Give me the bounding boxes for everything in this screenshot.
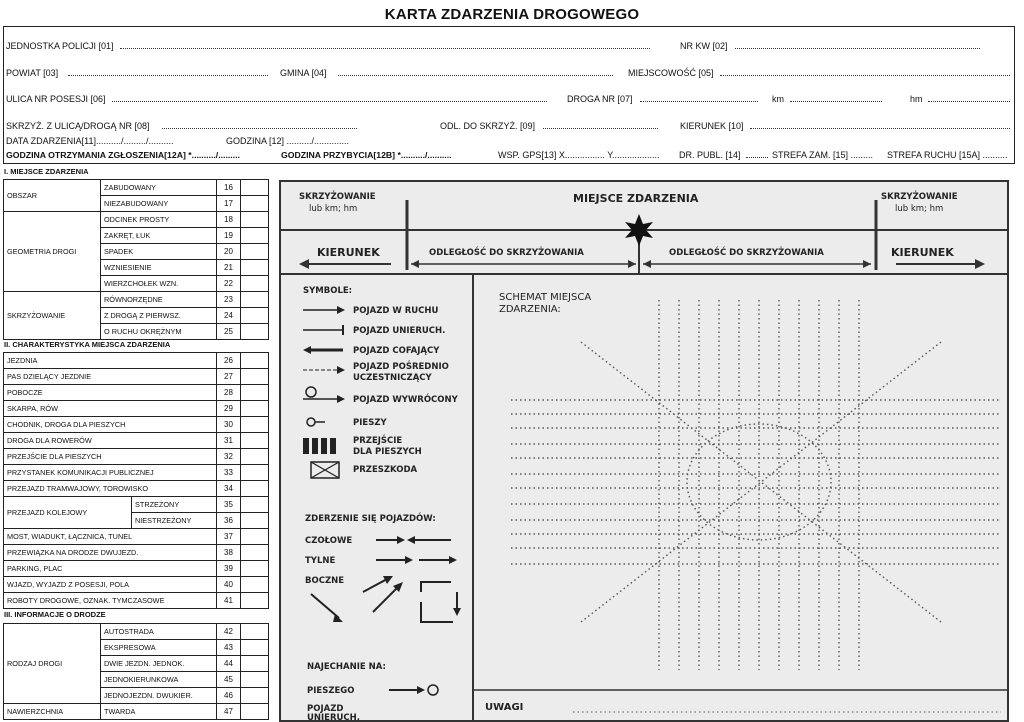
option-label: ROBOTY DROGOWE, OZNAK. TYMCZASOWE (4, 593, 217, 609)
drpubl-label: DR. PUBL. [14] (679, 150, 741, 160)
option-code: 46 (217, 688, 241, 704)
checkbox-cell[interactable] (241, 212, 269, 228)
najechanie-label: NAJECHANIE NA: (307, 662, 386, 672)
nrkw-field[interactable] (735, 41, 980, 49)
legend-item: POJAZD W RUCHU (353, 306, 439, 316)
powiat-label: POWIAT [03] (6, 68, 59, 78)
accident-diagram (279, 180, 1009, 722)
checkbox-cell[interactable] (241, 640, 269, 656)
zderzenie-label: ZDERZENIE SIĘ POJAZDÓW: (305, 514, 436, 524)
legend-item: DLA PIESZYCH (353, 447, 422, 457)
godzina-label[interactable]: GODZINA [12] ........../.............. (226, 136, 350, 146)
option-code: 23 (217, 292, 241, 308)
jednostka-label: JEDNOSTKA POLICJI [01] (6, 41, 114, 51)
pojazd-unieruch-label: POJAZD (307, 704, 344, 714)
option-code: 47 (217, 704, 241, 720)
option-code: 18 (217, 212, 241, 228)
checkbox-cell[interactable] (241, 481, 269, 497)
checkbox-cell[interactable] (241, 529, 269, 545)
legend-item: POJAZD POŚREDNIO (353, 362, 449, 372)
checkbox-cell[interactable] (241, 465, 269, 481)
option-code: 25 (217, 324, 241, 340)
gmina-label: GMINA [04] (280, 68, 327, 78)
jednostka-field[interactable] (120, 41, 650, 49)
schemat-label: SCHEMAT MIEJSCA (499, 292, 592, 303)
km-label: km (772, 94, 784, 104)
skrzyzowanie-label: SKRZYŻOWANIE (4, 292, 101, 340)
legend-item: POJAZD UNIERUCH. (353, 326, 446, 336)
nawierzchnia-label: NAWIERZCHNIA (4, 704, 101, 720)
checkbox-cell[interactable] (241, 513, 269, 529)
option-label: AUTOSTRADA (101, 624, 217, 640)
option-label: ODCINEK PROSTY (101, 212, 217, 228)
option-code: 34 (217, 481, 241, 497)
km-field[interactable] (790, 94, 882, 102)
checkbox-cell[interactable] (241, 308, 269, 324)
option-label: WIERZCHOŁEK WZN. (101, 276, 217, 292)
uwagi-field[interactable] (525, 696, 1001, 718)
legend-item: POJAZD WYWRÓCONY (353, 395, 458, 405)
option-label: MOST, WIADUKT, ŁĄCZNICA, TUNEL (4, 529, 217, 545)
skrzyz-field[interactable] (162, 121, 357, 129)
checkbox-cell[interactable] (241, 276, 269, 292)
option-label: WZNIESIENIE (101, 260, 217, 276)
option-label: NIEZABUDOWANY (101, 196, 217, 212)
option-label: PARKING, PLAC (4, 561, 217, 577)
checkbox-cell[interactable] (241, 688, 269, 704)
checkbox-cell[interactable] (241, 433, 269, 449)
option-code: 17 (217, 196, 241, 212)
skrzyz-label: SKRZYŻ. Z ULICĄ/DROGĄ NR [08] (6, 121, 150, 131)
option-code: 38 (217, 545, 241, 561)
option-code: 24 (217, 308, 241, 324)
checkbox-cell[interactable] (241, 260, 269, 276)
option-label: WJAZD, WYJAZD Z POSESJI, POLA (4, 577, 217, 593)
option-label: JEDNOJEZDN. DWUKIER. (101, 688, 217, 704)
option-label: DROGA DLA ROWERÓW (4, 433, 217, 449)
odleglosc-left-label: ODLEGŁOŚĆ DO SKRZYŻOWANIA (429, 248, 584, 258)
option-code: 32 (217, 449, 241, 465)
section-3-title: III. INFORMACJE O DRODZE (4, 610, 106, 619)
godz-otrz-label[interactable]: GODZINA OTRZYMANIA ZGŁOSZENIA[12A] *........../......... (6, 150, 240, 160)
ulica-label: ULICA NR POSESJI [06] (6, 94, 106, 104)
option-code: 27 (217, 369, 241, 385)
legend-item: PRZEJŚCIE (353, 436, 403, 446)
option-code: 30 (217, 417, 241, 433)
option-label: Z DROGĄ Z PIERWSZ. (101, 308, 217, 324)
form-title: KARTA ZDARZENIA DROGOWEGO (384, 6, 640, 23)
kierunek-field[interactable] (750, 121, 1010, 129)
skrzyz-left-units: lub km; hm (309, 204, 358, 214)
kierunek-right-label: KIERUNEK (891, 246, 954, 259)
option-code: 26 (217, 353, 241, 369)
option-label: EKSPRESOWA (101, 640, 217, 656)
checkbox-cell[interactable] (241, 417, 269, 433)
hm-field[interactable] (928, 94, 1010, 102)
option-label: STRZEŻONY (132, 497, 217, 513)
checkbox-cell[interactable] (241, 369, 269, 385)
odl-field[interactable] (543, 121, 658, 129)
section-2-title: II. CHARAKTERYSTYKA MIEJSCA ZDARZENIA (4, 340, 171, 349)
checkbox-cell[interactable] (241, 656, 269, 672)
checkbox-cell[interactable] (241, 401, 269, 417)
option-label: POBOCZE (4, 385, 217, 401)
option-code: 29 (217, 401, 241, 417)
strefa-ruchu-label[interactable]: STREFA RUCHU [15A] .......... (887, 150, 1008, 160)
option-label: PAS DZIELĄCY JEZDNIE (4, 369, 217, 385)
option-code: 21 (217, 260, 241, 276)
kierunek-label: KIERUNEK [10] (680, 121, 744, 131)
checkbox-cell[interactable] (241, 196, 269, 212)
option-code: 36 (217, 513, 241, 529)
option-code: 22 (217, 276, 241, 292)
option-code: 40 (217, 577, 241, 593)
checkbox-cell[interactable] (241, 228, 269, 244)
option-label: SKARPA, RÓW (4, 401, 217, 417)
skrzyz-right-label: SKRZYŻOWANIE (881, 192, 958, 202)
kolej-label: PRZEJAZD KOLEJOWY (4, 497, 132, 529)
option-label: PRZYSTANEK KOMUNIKACJI PUBLICZNEJ (4, 465, 217, 481)
droga-label: DROGA NR [07] (567, 94, 633, 104)
uwagi-label: UWAGI (485, 702, 524, 713)
legend-item: POJAZD COFAJĄCY (353, 346, 440, 356)
option-code: 16 (217, 180, 241, 196)
option-label: DWIE JEZDN. JEDNOK. (101, 656, 217, 672)
option-code: 37 (217, 529, 241, 545)
option-label: ZABUDOWANY (101, 180, 217, 196)
section-3-table (3, 623, 269, 720)
section-2-table (3, 352, 269, 609)
option-label: CHODNIK, DROGA DLA PIESZYCH (4, 417, 217, 433)
checkbox-cell[interactable] (241, 180, 269, 196)
option-code: 28 (217, 385, 241, 401)
drpubl-field[interactable] (746, 150, 768, 158)
option-label: JEZDNIA (4, 353, 217, 369)
checkbox-cell[interactable] (241, 385, 269, 401)
checkbox-cell[interactable] (241, 561, 269, 577)
option-label: NIESTRZEŻONY (132, 513, 217, 529)
option-code: 43 (217, 640, 241, 656)
wsp-gps-label[interactable]: WSP. GPS[13] X................ Y................... (498, 150, 660, 160)
schemat-label-2: ZDARZENIA: (499, 304, 561, 315)
option-label: ZAKRĘT, ŁUK (101, 228, 217, 244)
checkbox-cell[interactable] (241, 624, 269, 640)
boczne-label: BOCZNE (305, 576, 345, 586)
ulica-field[interactable] (112, 94, 547, 102)
legend-item: PIESZY (353, 418, 387, 428)
section-1-title: I. MIEJSCE ZDARZENIA (4, 167, 89, 176)
option-label: PRZEWIĄZKA NA DRODZE DWUJEZD. (4, 545, 217, 561)
checkbox-cell[interactable] (241, 353, 269, 369)
option-code: 35 (217, 497, 241, 513)
pieszego-label: PIESZEGO (307, 686, 355, 696)
obszar-label: OBSZAR (4, 180, 101, 212)
checkbox-cell[interactable] (241, 672, 269, 688)
miejsce-zdarzenia-label: MIEJSCE ZDARZENIA (573, 192, 699, 205)
option-code: 31 (217, 433, 241, 449)
option-code: 20 (217, 244, 241, 260)
data-label[interactable]: DATA ZDARZENIA[11]........../........./.......... (6, 136, 174, 146)
geometria-label: GEOMETRIA DROGI (4, 212, 101, 292)
option-code: 19 (217, 228, 241, 244)
option-label: TWARDA (101, 704, 217, 720)
nrkw-label: NR KW [02] (680, 41, 728, 51)
checkbox-cell[interactable] (241, 449, 269, 465)
section-1-table (3, 179, 269, 340)
strefa-zam-label[interactable]: STREFA ZAM. [15] ......... (772, 150, 874, 160)
option-label: PRZEJAZD TRAMWAJOWY, TOROWISKO (4, 481, 217, 497)
option-code: 39 (217, 561, 241, 577)
option-code: 44 (217, 656, 241, 672)
skrzyz-left-label: SKRZYŻOWANIE (299, 192, 376, 202)
checkbox-cell[interactable] (241, 593, 269, 609)
checkbox-cell[interactable] (241, 292, 269, 308)
powiat-field[interactable] (68, 68, 268, 76)
skrzyz-right-units: lub km; hm (895, 204, 944, 214)
option-label: SPADEK (101, 244, 217, 260)
pojazd-unieruch-label-2: UNIERUCH. (307, 713, 361, 722)
odl-label: ODL. DO SKRZYŻ. [09] (440, 121, 536, 131)
option-code: 33 (217, 465, 241, 481)
kierunek-left-label: KIERUNEK (317, 246, 380, 259)
legend-item: UCZESTNICZĄCY (353, 373, 432, 383)
checkbox-cell[interactable] (241, 497, 269, 513)
option-label: RÓWNORZĘDNE (101, 292, 217, 308)
droga-field[interactable] (640, 94, 758, 102)
godz-przyb-label[interactable]: GODZINA PRZYBYCIA[12B] *........../.......... (281, 150, 452, 160)
option-code: 41 (217, 593, 241, 609)
miejscowosc-field[interactable] (720, 68, 1010, 76)
symbole-label: SYMBOLE: (303, 286, 353, 296)
gmina-field[interactable] (338, 68, 613, 76)
czolowe-label: CZOŁOWE (305, 536, 353, 546)
option-label: PRZEJŚCIE DLA PIESZYCH (4, 449, 217, 465)
option-label: JEDNOKIERUNKOWA (101, 672, 217, 688)
miejscowosc-label: MIEJSCOWOŚĆ [05] (628, 68, 714, 78)
tylne-label: TYLNE (305, 556, 336, 566)
legend-item: PRZESZKODA (353, 465, 418, 475)
checkbox-cell[interactable] (241, 324, 269, 340)
option-code: 45 (217, 672, 241, 688)
rodzaj-drogi-label: RODZAJ DROGI (4, 624, 101, 704)
option-code: 42 (217, 624, 241, 640)
checkbox-cell[interactable] (241, 704, 269, 720)
checkbox-cell[interactable] (241, 244, 269, 260)
checkbox-cell[interactable] (241, 577, 269, 593)
hm-label: hm (910, 94, 923, 104)
checkbox-cell[interactable] (241, 545, 269, 561)
odleglosc-right-label: ODLEGŁOŚĆ DO SKRZYŻOWANIA (669, 248, 824, 258)
option-label: O RUCHU OKRĘŻNYM (101, 324, 217, 340)
schemat-drawing-area[interactable] (479, 310, 1001, 684)
